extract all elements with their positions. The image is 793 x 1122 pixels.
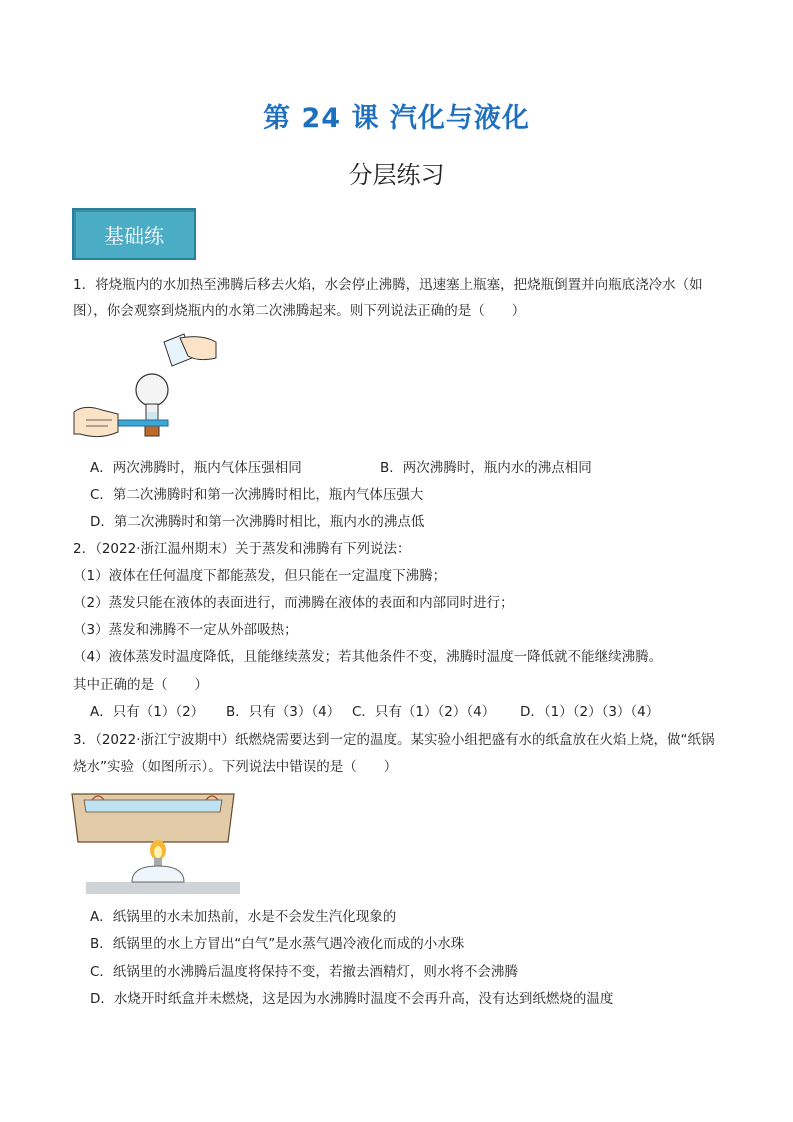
flask-cooling-figure bbox=[72, 328, 220, 444]
q2-stem: 2．（2022·浙江温州期末）关于蒸发和沸腾有下列说法： bbox=[73, 541, 411, 557]
q3-stem-line1: 3．（2022·浙江宁波期中）纸燃烧需要达到一定的温度。某实验小组把盛有水的纸盒放在火焰上烧，做“纸锅 bbox=[73, 732, 715, 748]
q1-stem-line2: 图），你会观察到烧瓶内的水第二次沸腾起来。则下列说法正确的是（ ） bbox=[73, 303, 526, 319]
q2-ask: 其中正确的是（ ） bbox=[73, 677, 208, 693]
q1-option-d: D．第二次沸腾时和第一次沸腾时相比，瓶内水的沸点低 bbox=[90, 514, 425, 530]
q2-option-a: A．只有（1）（2） bbox=[90, 704, 205, 720]
q3-option-b: B．纸锅里的水上方冒出“白气”是水蒸气遇冷液化而成的小水珠 bbox=[90, 936, 465, 952]
q2-option-b: B．只有（3）（4） bbox=[226, 704, 341, 720]
q1-stem-line1: 1．将烧瓶内的水加热至沸腾后移去火焰，水会停止沸腾，迅速塞上瓶塞，把烧瓶倒置并向瓶底浇冷水（如 bbox=[73, 277, 703, 293]
page-title: 第 24 课 汽化与液化 bbox=[263, 103, 530, 134]
q3-option-c: C．纸锅里的水沸腾后温度将保持不变，若撤去酒精灯，则水将不会沸腾 bbox=[90, 964, 518, 980]
q2-statement-2: （2）蒸发只能在液体的表面进行，而沸腾在液体的表面和内部同时进行； bbox=[73, 595, 514, 611]
q3-option-d: D．水烧开时纸盒并未燃烧，这是因为水沸腾时温度不会再升高，没有达到纸燃烧的温度 bbox=[90, 991, 614, 1007]
q2-statement-1: （1）液体在任何温度下都能蒸发，但只能在一定温度下沸腾； bbox=[73, 568, 447, 584]
section-badge: 基础练 bbox=[72, 208, 196, 260]
q2-statement-3: （3）蒸发和沸腾不一定从外部吸热； bbox=[73, 622, 298, 638]
page-subtitle: 分层练习 bbox=[348, 161, 445, 189]
q2-option-c: C．只有（1）（2）（4） bbox=[352, 704, 496, 720]
q3-stem-line2: 烧水”实验（如图所示）。下列说法中错误的是（ ） bbox=[73, 759, 398, 775]
paper-pot-figure bbox=[70, 786, 240, 900]
q3-option-a: A．纸锅里的水未加热前，水是不会发生汽化现象的 bbox=[90, 909, 397, 925]
q1-option-b: B．两次沸腾时，瓶内水的沸点相同 bbox=[380, 460, 592, 476]
q2-option-d: D．（1）（2）（3）（4） bbox=[520, 704, 660, 720]
q1-option-c: C．第二次沸腾时和第一次沸腾时相比，瓶内气体压强大 bbox=[90, 487, 424, 503]
q2-statement-4: （4）液体蒸发时温度降低，且能继续蒸发；若其他条件不变，沸腾时温度一降低就不能继续沸腾。 bbox=[73, 649, 663, 665]
q1-option-a: A．两次沸腾时，瓶内气体压强相同 bbox=[90, 460, 302, 476]
